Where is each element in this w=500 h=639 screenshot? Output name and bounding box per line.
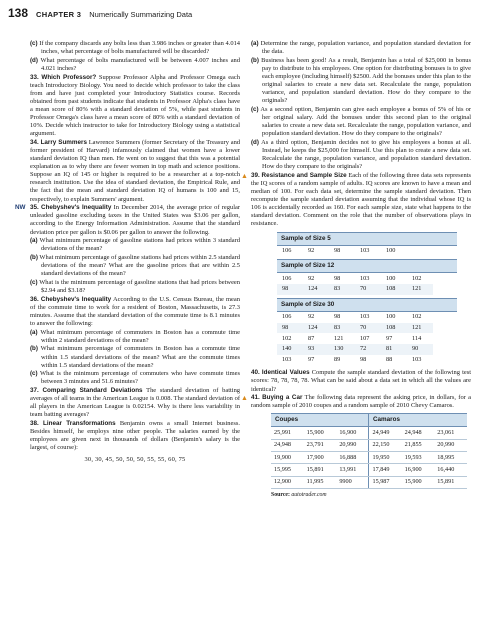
problem-39: ▲ 39. Resistance and Sample Size Each of the following three data sets represents the IQ scores of a random sample of adults. IQ scores are known to have a mean and median of 100. For each data set, determine the sample standard deviation. Then recompute the sample standard deviation assuming that the individual whose IQ is 106 is accidentally recorded as 160. For each sample size, state what happens to the standard deviation. Comment on the role that the number of observations plays in resistance. — [241, 171, 472, 228]
table-row — [271, 476, 467, 488]
table-cell: 15,900 — [402, 476, 435, 488]
table-cell: 16,900 — [402, 464, 435, 476]
problem-37: 37. Comparing Standard Deviations The standard deviation of batting averages of all teams in the American League is 0.008. The standard deviation of all players in the American League is 0.02154. Why is there less variability in team batting averages? — [30, 387, 241, 419]
sample-size-5-title: Sample of Size 5 — [277, 232, 457, 246]
table-cell: 15,891 — [434, 476, 467, 488]
problem-38: 38. Linear Transformations Benjamin owns a small Internet business. Besides himself, he employs nine other people. The salaries earned by the employees are given next in thousands of dollars (Benjamin's salary is the largest, of course): — [30, 420, 241, 452]
table-row — [277, 333, 433, 344]
table-row — [271, 439, 467, 451]
table-cell: 124 — [308, 323, 318, 331]
table-cell: 22,150 — [369, 439, 402, 451]
sample-size-30-table — [277, 298, 457, 366]
table-cell: 108 — [386, 285, 396, 293]
table-cell: 98 — [334, 246, 341, 254]
problem-36a: (a) What minimum percentage of commuters in Boston has a commute time within 2 standard deviations of the mean? — [30, 328, 240, 344]
problem-41: ▲ 41. Buying a Car The following data represent the asking price, in dollars, for a random sample of 2010 coupes and a random sample of 2010 Chevy Camaros. — [241, 394, 472, 410]
table-cell: 97 — [386, 334, 393, 342]
table-cell: 20,990 — [336, 439, 369, 451]
table-cell: 92 — [308, 274, 315, 282]
table-cell: 19,900 — [271, 452, 304, 464]
table-cell: 70 — [360, 285, 367, 293]
table-cell: 9900 — [336, 476, 369, 488]
nw-badge: NW — [15, 204, 26, 212]
table-cell: 98 — [282, 285, 289, 293]
table-cell: 24,949 — [369, 427, 402, 439]
table-cell: 83 — [334, 285, 341, 293]
salary-data: 30, 30, 45, 50, 50, 50, 55, 55, 60, 75 — [84, 456, 186, 464]
left-column — [15, 40, 241, 467]
table-row — [277, 284, 433, 295]
problem-38b: (b) Business has been good! As a result, Benjamin has a total of $25,000 in bonus pay to distribute to his employees. One option for distributing bonuses is to give each employee (including himself) $2500. Add the bonuses under this plan to the original salaries to create a new data set. Recalculate the range, population variance, and population standard deviation. How do they compare to the originals? — [251, 56, 472, 105]
problem-35a: (a) What minimum percentage of gasoline stations had prices within 3 standard deviations of the mean? — [30, 237, 240, 253]
table-cell: 98 — [334, 313, 341, 321]
table-cell: 98 — [360, 355, 367, 363]
table-cell: 103 — [360, 313, 370, 321]
table-cell: 106 — [282, 246, 292, 254]
table-cell: 100 — [386, 274, 396, 282]
table-cell: 83 — [334, 323, 341, 331]
table-row — [277, 323, 433, 334]
table-cell: 106 — [282, 313, 292, 321]
table-cell: 121 — [412, 323, 422, 331]
table-cell: 90 — [412, 345, 419, 353]
table-row — [277, 312, 433, 323]
sample-size-5-table — [277, 232, 457, 257]
problem-34: 34. Larry Summers Lawrence Summers (former Secretary of the Treasury and former president of Harvard) infamously claimed that women have a lower standard deviation IQ than men. He went on to suggest that this was a potential explanation as to why there are fewer women in top math and science positions. Suppose an IQ of 145 or higher is required to be a researcher at a top-notch research institution. Use the idea of standard deviation, the Empirical Rule, and the fact that the mean and standard deviation IQ of humans is 100 and 15, respectively, to explain Summers' argument. — [30, 138, 241, 203]
table-cell: 102 — [282, 334, 292, 342]
page-number: 138 — [8, 6, 29, 20]
right-column — [241, 40, 472, 499]
table-cell: 103 — [412, 355, 422, 363]
table-cell: 114 — [412, 334, 422, 342]
problem-35c: (c) What is the minimum percentage of gasoline stations that had prices between $2.94 and $3.18? — [30, 278, 241, 294]
problem-40: 40. Identical Values Compute the sample standard deviation of the following test scores: 78, 78, 78, 78. What can be said about a data set in which all the values are identical? — [251, 369, 472, 393]
table-cell: 97 — [308, 355, 315, 363]
table-cell: 15,900 — [304, 427, 337, 439]
table-row — [271, 464, 467, 476]
table-cell: 88 — [386, 355, 393, 363]
table-row — [271, 427, 467, 439]
problem-35b: (b) What minimum percentage of gasoline stations had prices within 2.5 standard deviations of the mean? What are the gasoline prices that are within 2.5 standard deviations of the mean? — [30, 254, 240, 278]
problem-35: NW 35. Chebyshev's Inequality In December 2014, the average price of regular unleaded gasoline excluding taxes in the United States was $3.06 per gallon, according to the Energy Information Administration. Assume that the standard deviation price per gallon is $0.06 per gallon to answer the following. — [15, 204, 240, 236]
table-cell: 100 — [386, 246, 396, 254]
table-cell: 102 — [412, 313, 422, 321]
table-cell: 25,991 — [271, 427, 304, 439]
sample-size-30-title: Sample of Size 30 — [277, 298, 457, 312]
table-cell: 17,900 — [304, 452, 337, 464]
coupes-header: Coupes — [271, 414, 369, 426]
table-cell: 92 — [308, 313, 315, 321]
table-cell: 16,888 — [336, 452, 369, 464]
table-cell: 24,948 — [402, 427, 435, 439]
problem-36b: (b) What minimum percentage of commuters in Boston has a commute time within 1.5 standard deviations of the mean? What are the commute times within 1.5 standard deviations of the mean? — [30, 345, 240, 369]
camaros-header: Camaros — [373, 416, 400, 424]
table-cell: 23,061 — [434, 427, 467, 439]
table-cell: 18,995 — [434, 452, 467, 464]
table-cell: 21,855 — [402, 439, 435, 451]
problem-32d: (d) What percentage of bolts manufactured will be between 4.007 inches and 4.021 inches? — [30, 56, 240, 72]
table-cell: 93 — [308, 345, 315, 353]
table-cell: 70 — [360, 323, 367, 331]
chapter-title: Numerically Summarizing Data — [89, 10, 193, 19]
table-cell: 130 — [334, 345, 344, 353]
table-cell: 106 — [282, 274, 292, 282]
table-cell: 103 — [360, 246, 370, 254]
problem-36: 36. Chebyshev's Inequality According to the U.S. Census Bureau, the mean of the commute time to work for a resident of Boston, Massachusetts, is 27.3 minutes. Assume that the standard deviation of the commute time is 8.1 minutes to answer the following: — [30, 295, 240, 327]
table-cell: 98 — [334, 274, 341, 282]
table-cell: 19,593 — [402, 452, 435, 464]
table-cell: 87 — [308, 334, 315, 342]
table-cell: 15,987 — [369, 476, 402, 488]
table-cell: 23,791 — [304, 439, 337, 451]
table-row — [277, 246, 407, 257]
table-row — [277, 273, 433, 284]
source-note: Source: autotrader.com — [271, 491, 327, 498]
table-cell: 103 — [360, 274, 370, 282]
table-cell: 107 — [360, 334, 370, 342]
apple-icon: ▲ — [241, 394, 248, 403]
chapter-label: CHAPTER 3 — [36, 10, 82, 19]
table-cell: 15,995 — [271, 464, 304, 476]
table-cell: 124 — [308, 285, 318, 293]
table-cell: 100 — [386, 313, 396, 321]
table-cell: 98 — [282, 323, 289, 331]
table-cell: 19,950 — [369, 452, 402, 464]
table-cell: 81 — [386, 345, 393, 353]
sample-size-12-table — [277, 259, 457, 294]
problem-33: 33. Which Professor? Suppose Professor Alpha and Professor Omega each teach Introductory Biology. You need to decide which professor to take the class from and have just completed your Introductory Statistics course. Records obtained from past students indicate that students in Professor Alpha's class have a mean score of 80% with a standard deviation of 5%, while past students in Professor Omega's class have a mean score of 80% with a standard deviation of 10%. Decide which instructor to take for Introductory Biology using a statistical argument. — [30, 73, 240, 138]
table-cell: 121 — [334, 334, 344, 342]
table-cell: 72 — [360, 345, 367, 353]
table-cell: 20,990 — [434, 439, 467, 451]
table-cell: 16,440 — [434, 464, 467, 476]
page-header — [8, 6, 492, 22]
problem-38a: (a) Determine the range, population variance, and population standard deviation for the data. — [251, 40, 471, 56]
table-cell: 103 — [282, 355, 292, 363]
apple-icon: ▲ — [241, 171, 248, 180]
problem-38c: (c) As a second option, Benjamin can give each employee a bonus of 5% of his or her original salary. Add the bonuses under this second plan to the original salaries to create a new data set. Recalculate the range, population variance, and population standard deviation. How do they compare to the originals? — [251, 105, 471, 138]
table-cell: 13,991 — [336, 464, 369, 476]
table-cell: 140 — [282, 345, 292, 353]
table-cell: 89 — [334, 355, 341, 363]
table-cell: 102 — [412, 274, 422, 282]
car-prices-table — [271, 413, 467, 499]
table-cell: 108 — [386, 323, 396, 331]
table-cell: 15,891 — [304, 464, 337, 476]
table-cell: 16,900 — [336, 427, 369, 439]
table-cell: 17,849 — [369, 464, 402, 476]
table-cell: 11,995 — [304, 476, 337, 488]
table-cell: 92 — [308, 246, 315, 254]
problem-38d: (d) As a third option, Benjamin decides not to give his employees a bonus at all. Instead, he keeps the $25,000 for himself. Use this plan to create a new data set. Recalculate the range, population variance, and population standard deviation. How do they compare to the originals? — [251, 138, 471, 171]
table-row — [271, 452, 467, 464]
table-cell: 12,900 — [271, 476, 304, 488]
sample-size-12-title: Sample of Size 12 — [277, 259, 457, 273]
table-cell: 121 — [412, 285, 422, 293]
table-cell: 24,948 — [271, 439, 304, 451]
problem-36c: (c) What is the minimum percentage of commuters who have commute times between 3 minutes and 51.6 minutes? — [30, 370, 240, 386]
problem-32c: (c) If the company discards any bolts less than 3.986 inches or greater than 4.014 inches, what percentage of bolts manufactured will be discarded? — [30, 40, 241, 56]
table-row — [277, 344, 433, 355]
table-row — [277, 355, 433, 366]
